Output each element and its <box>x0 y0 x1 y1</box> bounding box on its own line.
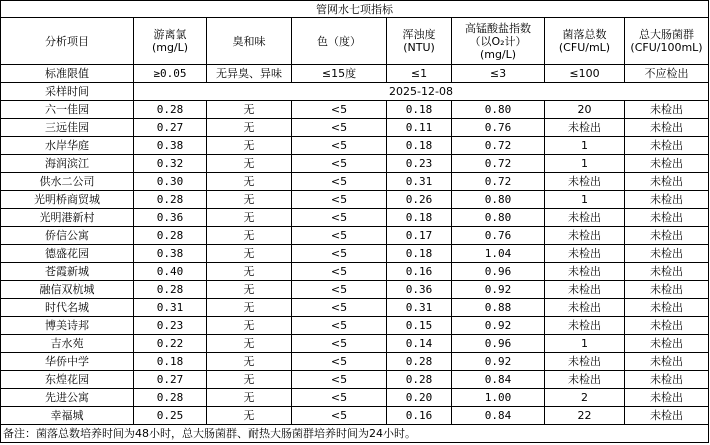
data-rows <box>1 101 709 425</box>
cell-color: <5 <box>292 119 387 137</box>
cell-odor: 无 <box>207 407 292 425</box>
cell-coliform: 未检出 <box>625 389 709 407</box>
cell-site: 博美诗邦 <box>1 317 134 335</box>
cell-chlorine: 0.38 <box>134 137 207 155</box>
cell-turbidity: 0.28 <box>387 371 452 389</box>
cell-permanganate: 0.80 <box>452 209 545 227</box>
table-title: 管网水七项指标 <box>1 1 709 18</box>
cell-turbidity: 0.18 <box>387 245 452 263</box>
cell-site: 供水二公司 <box>1 173 134 191</box>
cell-turbidity: 0.28 <box>387 353 452 371</box>
cell-turbidity: 0.16 <box>387 407 452 425</box>
header-permanganate-basis: （以O₂计） <box>469 34 527 48</box>
header-chlorine-unit: (mg/L) <box>151 41 189 54</box>
cell-coliform: 未检出 <box>625 191 709 209</box>
cell-site: 幸福城 <box>1 407 134 425</box>
table-row <box>1 281 709 299</box>
footnote: 备注：菌落总数培养时间为48小时，总大肠菌群、耐热大肠菌群培养时间为24小时。 <box>1 425 709 443</box>
table-row <box>1 353 709 371</box>
cell-bacteria: 未检出 <box>545 281 625 299</box>
header-bacteria-name: 菌落总数 <box>562 28 607 41</box>
cell-color: <5 <box>292 209 387 227</box>
cell-permanganate: 0.72 <box>452 155 545 173</box>
header-permanganate-unit: (mg/L) <box>479 47 517 61</box>
cell-color: <5 <box>292 299 387 317</box>
cell-permanganate: 0.92 <box>452 281 545 299</box>
table-row <box>1 317 709 335</box>
table-row <box>1 191 709 209</box>
cell-color: <5 <box>292 173 387 191</box>
cell-chlorine: 0.31 <box>134 299 207 317</box>
cell-turbidity: 0.18 <box>387 137 452 155</box>
cell-coliform: 未检出 <box>625 407 709 425</box>
header-chlorine-name: 游离氯 <box>153 28 187 41</box>
header-coliform-unit: (CFU/100mL) <box>630 41 703 54</box>
cell-site: 光明港新村 <box>1 209 134 227</box>
cell-coliform: 未检出 <box>625 173 709 191</box>
cell-bacteria: 22 <box>545 407 625 425</box>
cell-turbidity: 0.26 <box>387 191 452 209</box>
cell-site: 光明桥商贸城 <box>1 191 134 209</box>
cell-chlorine: 0.38 <box>134 245 207 263</box>
cell-coliform: 未检出 <box>625 299 709 317</box>
table-row <box>1 263 709 281</box>
cell-permanganate: 0.88 <box>452 299 545 317</box>
table-row <box>1 389 709 407</box>
cell-site: 水岸华庭 <box>1 137 134 155</box>
cell-color: <5 <box>292 245 387 263</box>
cell-chlorine: 0.28 <box>134 227 207 245</box>
standard-row <box>1 65 709 83</box>
cell-site: 苍霞新城 <box>1 263 134 281</box>
cell-coliform: 未检出 <box>625 245 709 263</box>
cell-site: 华侨中学 <box>1 353 134 371</box>
cell-bacteria: 未检出 <box>545 317 625 335</box>
cell-bacteria: 未检出 <box>545 353 625 371</box>
cell-bacteria: 未检出 <box>545 173 625 191</box>
cell-coliform: 未检出 <box>625 101 709 119</box>
cell-turbidity: 0.31 <box>387 299 452 317</box>
sampling-row <box>1 83 709 101</box>
cell-bacteria: 未检出 <box>545 245 625 263</box>
cell-color: <5 <box>292 155 387 173</box>
cell-site: 吉水苑 <box>1 335 134 353</box>
table-row <box>1 335 709 353</box>
header-chlorine <box>134 18 207 65</box>
cell-site: 三远佳园 <box>1 119 134 137</box>
cell-color: <5 <box>292 281 387 299</box>
cell-chlorine: 0.27 <box>134 119 207 137</box>
table-row <box>1 101 709 119</box>
cell-turbidity: 0.18 <box>387 101 452 119</box>
cell-coliform: 未检出 <box>625 155 709 173</box>
cell-odor: 无 <box>207 299 292 317</box>
cell-site: 时代名城 <box>1 299 134 317</box>
cell-coliform: 未检出 <box>625 353 709 371</box>
cell-color: <5 <box>292 227 387 245</box>
cell-odor: 无 <box>207 137 292 155</box>
cell-turbidity: 0.18 <box>387 209 452 227</box>
cell-odor: 无 <box>207 371 292 389</box>
header-turbidity-name: 浑浊度 <box>402 28 436 41</box>
cell-chlorine: 0.36 <box>134 209 207 227</box>
cell-permanganate: 0.84 <box>452 371 545 389</box>
cell-permanganate: 0.72 <box>452 173 545 191</box>
cell-color: <5 <box>292 353 387 371</box>
table-row <box>1 407 709 425</box>
table-row <box>1 245 709 263</box>
cell-color: <5 <box>292 101 387 119</box>
cell-odor: 无 <box>207 191 292 209</box>
cell-chlorine: 0.32 <box>134 155 207 173</box>
cell-permanganate: 0.76 <box>452 119 545 137</box>
cell-turbidity: 0.14 <box>387 335 452 353</box>
header-odor: 臭和味 <box>207 18 292 65</box>
table-row <box>1 155 709 173</box>
standard-odor: 无异臭、异味 <box>207 65 292 83</box>
header-item: 分析项目 <box>1 18 134 65</box>
cell-bacteria: 未检出 <box>545 299 625 317</box>
cell-bacteria: 未检出 <box>545 371 625 389</box>
cell-site: 先进公寓 <box>1 389 134 407</box>
table-row <box>1 119 709 137</box>
cell-odor: 无 <box>207 281 292 299</box>
cell-coliform: 未检出 <box>625 335 709 353</box>
cell-coliform: 未检出 <box>625 371 709 389</box>
cell-permanganate: 1.00 <box>452 389 545 407</box>
standard-chlorine: ≥0.05 <box>134 65 207 83</box>
standard-color: ≤15度 <box>292 65 387 83</box>
cell-permanganate: 0.80 <box>452 191 545 209</box>
cell-coliform: 未检出 <box>625 209 709 227</box>
header-turbidity <box>387 18 452 65</box>
header-coliform <box>625 18 709 65</box>
cell-turbidity: 0.15 <box>387 317 452 335</box>
cell-color: <5 <box>292 137 387 155</box>
cell-bacteria: 1 <box>545 335 625 353</box>
cell-bacteria: 未检出 <box>545 209 625 227</box>
sampling-date: 2025-12-08 <box>134 83 709 101</box>
standard-coliform: 不应检出 <box>625 65 709 83</box>
cell-permanganate: 0.96 <box>452 335 545 353</box>
cell-odor: 无 <box>207 245 292 263</box>
cell-bacteria: 未检出 <box>545 227 625 245</box>
cell-turbidity: 0.17 <box>387 227 452 245</box>
cell-site: 海润滨江 <box>1 155 134 173</box>
table-row <box>1 173 709 191</box>
cell-permanganate: 0.76 <box>452 227 545 245</box>
cell-permanganate: 0.92 <box>452 317 545 335</box>
cell-permanganate: 0.80 <box>452 101 545 119</box>
sampling-label: 采样时间 <box>1 83 134 101</box>
cell-odor: 无 <box>207 119 292 137</box>
cell-chlorine: 0.30 <box>134 173 207 191</box>
cell-chlorine: 0.28 <box>134 191 207 209</box>
cell-color: <5 <box>292 389 387 407</box>
cell-bacteria: 1 <box>545 191 625 209</box>
cell-odor: 无 <box>207 209 292 227</box>
header-row <box>1 18 709 65</box>
table-row <box>1 371 709 389</box>
cell-chlorine: 0.28 <box>134 389 207 407</box>
cell-chlorine: 0.40 <box>134 263 207 281</box>
cell-coliform: 未检出 <box>625 227 709 245</box>
cell-turbidity: 0.16 <box>387 263 452 281</box>
cell-bacteria: 1 <box>545 155 625 173</box>
cell-bacteria: 未检出 <box>545 263 625 281</box>
cell-permanganate: 0.92 <box>452 353 545 371</box>
cell-odor: 无 <box>207 353 292 371</box>
cell-chlorine: 0.23 <box>134 317 207 335</box>
cell-bacteria: 未检出 <box>545 119 625 137</box>
cell-turbidity: 0.11 <box>387 119 452 137</box>
cell-odor: 无 <box>207 389 292 407</box>
cell-odor: 无 <box>207 317 292 335</box>
cell-turbidity: 0.31 <box>387 173 452 191</box>
table-row <box>1 227 709 245</box>
table-row <box>1 209 709 227</box>
table-row <box>1 299 709 317</box>
table-row <box>1 137 709 155</box>
cell-chlorine: 0.27 <box>134 371 207 389</box>
cell-permanganate: 1.04 <box>452 245 545 263</box>
cell-odor: 无 <box>207 335 292 353</box>
cell-color: <5 <box>292 407 387 425</box>
header-permanganate <box>452 18 545 65</box>
cell-odor: 无 <box>207 101 292 119</box>
cell-bacteria: 1 <box>545 137 625 155</box>
cell-odor: 无 <box>207 227 292 245</box>
cell-chlorine: 0.28 <box>134 101 207 119</box>
standard-permanganate: ≤3 <box>452 65 545 83</box>
cell-coliform: 未检出 <box>625 317 709 335</box>
header-permanganate-name: 高锰酸盐指数 <box>465 21 531 35</box>
cell-coliform: 未检出 <box>625 281 709 299</box>
cell-site: 东煌花园 <box>1 371 134 389</box>
cell-coliform: 未检出 <box>625 263 709 281</box>
cell-chlorine: 0.25 <box>134 407 207 425</box>
cell-bacteria: 20 <box>545 101 625 119</box>
standard-bacteria: ≤100 <box>545 65 625 83</box>
standard-turbidity: ≤1 <box>387 65 452 83</box>
cell-site: 侨信公寓 <box>1 227 134 245</box>
cell-turbidity: 0.20 <box>387 389 452 407</box>
cell-turbidity: 0.36 <box>387 281 452 299</box>
cell-permanganate: 0.84 <box>452 407 545 425</box>
cell-coliform: 未检出 <box>625 137 709 155</box>
cell-odor: 无 <box>207 173 292 191</box>
cell-odor: 无 <box>207 263 292 281</box>
cell-odor: 无 <box>207 155 292 173</box>
cell-chlorine: 0.22 <box>134 335 207 353</box>
header-color: 色（度） <box>292 18 387 65</box>
cell-bacteria: 2 <box>545 389 625 407</box>
cell-turbidity: 0.23 <box>387 155 452 173</box>
standard-label: 标准限值 <box>1 65 134 83</box>
cell-site: 德盛花园 <box>1 245 134 263</box>
cell-color: <5 <box>292 335 387 353</box>
header-coliform-name: 总大肠菌群 <box>639 28 694 41</box>
header-bacteria-unit: (CFU/mL) <box>558 41 611 54</box>
cell-permanganate: 0.72 <box>452 137 545 155</box>
cell-color: <5 <box>292 191 387 209</box>
header-bacteria <box>545 18 625 65</box>
cell-site: 融信双杭城 <box>1 281 134 299</box>
cell-color: <5 <box>292 263 387 281</box>
cell-coliform: 未检出 <box>625 119 709 137</box>
cell-chlorine: 0.18 <box>134 353 207 371</box>
header-turbidity-unit: (NTU) <box>403 41 435 54</box>
cell-color: <5 <box>292 371 387 389</box>
cell-chlorine: 0.28 <box>134 281 207 299</box>
cell-site: 六一佳园 <box>1 101 134 119</box>
cell-permanganate: 0.96 <box>452 263 545 281</box>
cell-color: <5 <box>292 317 387 335</box>
